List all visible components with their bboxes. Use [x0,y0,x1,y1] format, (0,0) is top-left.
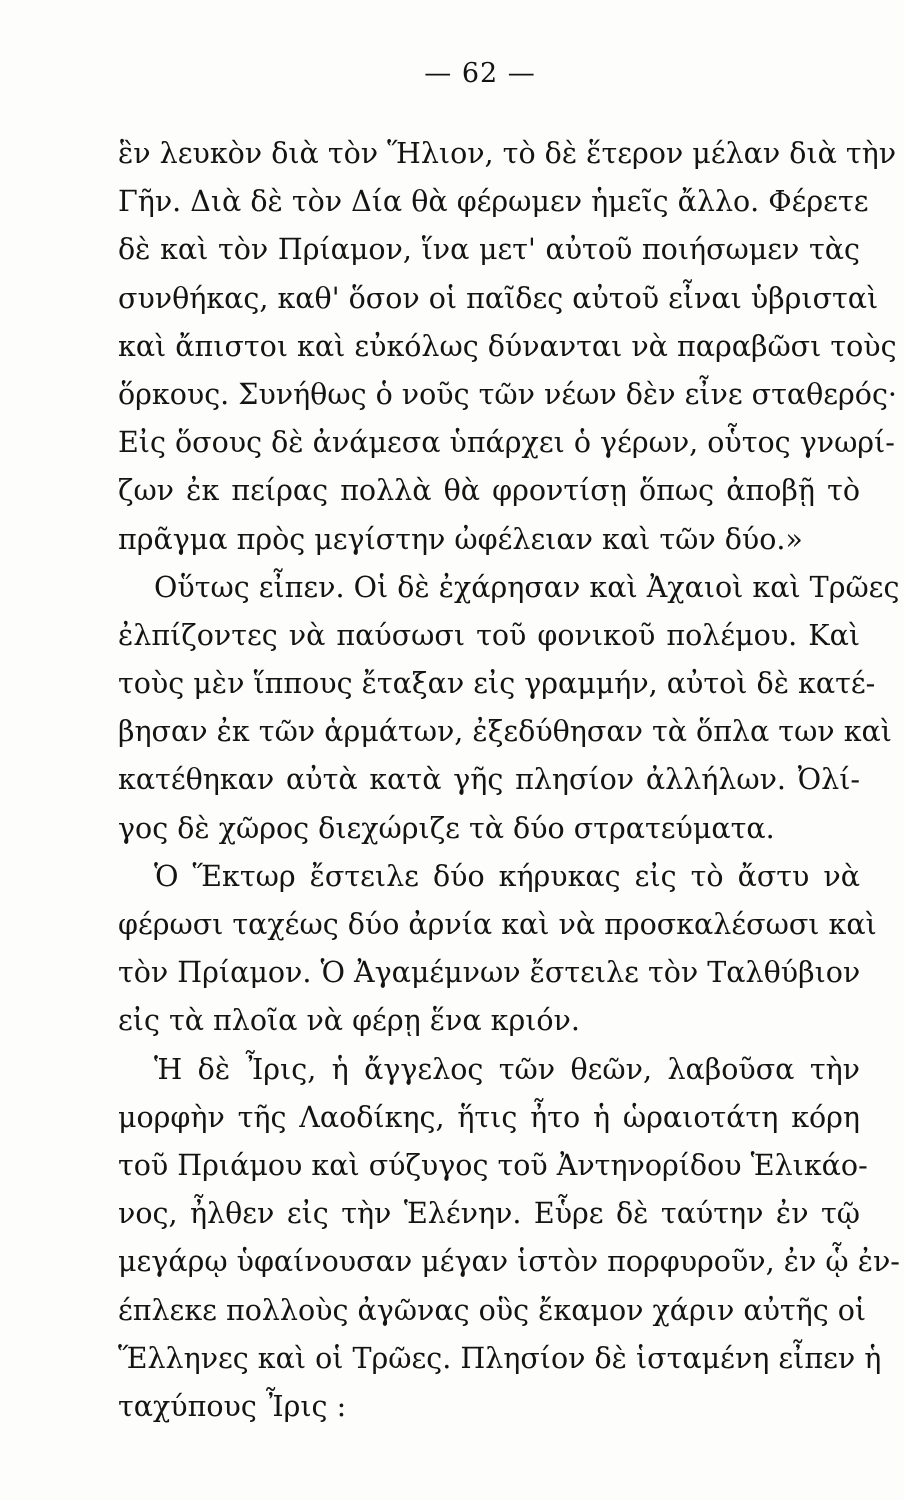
paragraph [118,1046,900,1432]
text-line: Γῆν. Διὰ δὲ τὸν Δία θὰ φέρωμεν ἡμεῖς ἄλλο. Φέρετε [118,185,869,219]
text-line: ἐλπίζοντες νὰ παύσωσι τοῦ φονικοῦ πολέμου. Καὶ [118,618,860,652]
text-line: καὶ ἄπιστοι καὶ εὐκόλως δύνανται νὰ παραβῶσι τοὺς [118,329,897,363]
text-line: Ἕλληνες καὶ οἱ Τρῶες. Πλησίον δὲ ἱσταμένη εἶπεν ἡ [118,1341,882,1375]
page-number: — 62 — [424,58,536,89]
text-line: πρᾶγμα πρὸς μεγίστην ὠφέλειαν καὶ τῶν δύο.» [118,522,803,556]
text-line: γος δὲ χῶρος διεχώριζε τὰ δύο στρατεύματα. [118,811,775,845]
text-line: ταχύπους Ἶρις : [118,1389,347,1423]
text-line: Εἰς ὅσους δὲ ἀνάμεσα ὑπάρχει ὁ γέρων, οὗτος γνωρί- [118,426,895,460]
text-line: δὲ καὶ τὸν Πρίαμον, ἵνα μετ' αὐτοῦ ποιήσωμεν τὰς [118,233,860,267]
text-line: μεγάρῳ ὑφαίνουσαν μέγαν ἱστὸν πορφυροῦν, ἐν ᾧ ἐν- [118,1245,900,1279]
text-line: νος, ἦλθεν εἰς τὴν Ἑλένην. Εὗρε δὲ ταύτην ἐν τῷ [118,1197,860,1231]
text-line: συνθήκας, καθ' ὅσον οἱ παῖδες αὐτοῦ εἶναι ὑβρισταὶ [118,281,879,315]
text-line: εἰς τὰ πλοῖα νὰ φέρῃ ἕνα κριόν. [118,1004,580,1038]
text-line: Ἡ δὲ Ἶρις, ἡ ἄγγελος τῶν θεῶν, λαβοῦσα τὴν [154,1052,860,1086]
text-line: τὸν Πρίαμον. Ὁ Ἀγαμέμνων ἔστειλε τὸν Ταλθύβιον [118,956,861,990]
text-line: ἓν λευκὸν διὰ τὸν Ἥλιον, τὸ δὲ ἕτερον μέλαν διὰ τὴν [118,137,897,170]
text-line: ζων ἐκ πείρας πολλὰ θὰ φροντίσῃ ὅπως ἀποβῇ τὸ [118,474,860,508]
paragraph [118,564,900,853]
body-text [118,130,900,1431]
text-line: τοὺς μὲν ἵππους ἔταξαν εἰς γραμμήν, αὐτοὶ δὲ κατέ- [118,667,876,701]
text-line: βησαν ἐκ τῶν ἁρμάτων, ἐξεδύθησαν τὰ ὅπλα των καὶ [118,715,892,749]
text-line: Ὁ Ἕκτωρ ἔστειλε δύο κήρυκας εἰς τὸ ἄστυ νὰ [154,859,860,893]
paragraph [118,130,897,564]
text-line: Οὕτως εἶπεν. Οἱ δὲ ἐχάρησαν καὶ Ἀχαιοὶ καὶ Τρῶες [154,570,900,604]
text-line: κατέθηκαν αὐτὰ κατὰ γῆς πλησίον ἀλλήλων. Ὀλί- [118,763,860,797]
paragraph [118,853,877,1046]
text-line: ὅρκους. Συνήθως ὁ νοῦς τῶν νέων δὲν εἶνε σταθερός· [118,377,897,411]
text-line: μορφὴν τῆς Λαοδίκης, ἥτις ἦτο ἡ ὡραιοτάτη κόρη [118,1100,860,1134]
text-line: έπλεκε πολλοὺς ἀγῶνας οὓς ἔκαμον χάριν αὐτῆς οἱ [118,1293,867,1327]
text-line: τοῦ Πριάμου καὶ σύζυγος τοῦ Ἀντηνορίδου Ἑλικάο- [118,1148,868,1182]
text-line: φέρωσι ταχέως δύο ἀρνία καὶ νὰ προσκαλέσωσι καὶ [118,908,877,941]
